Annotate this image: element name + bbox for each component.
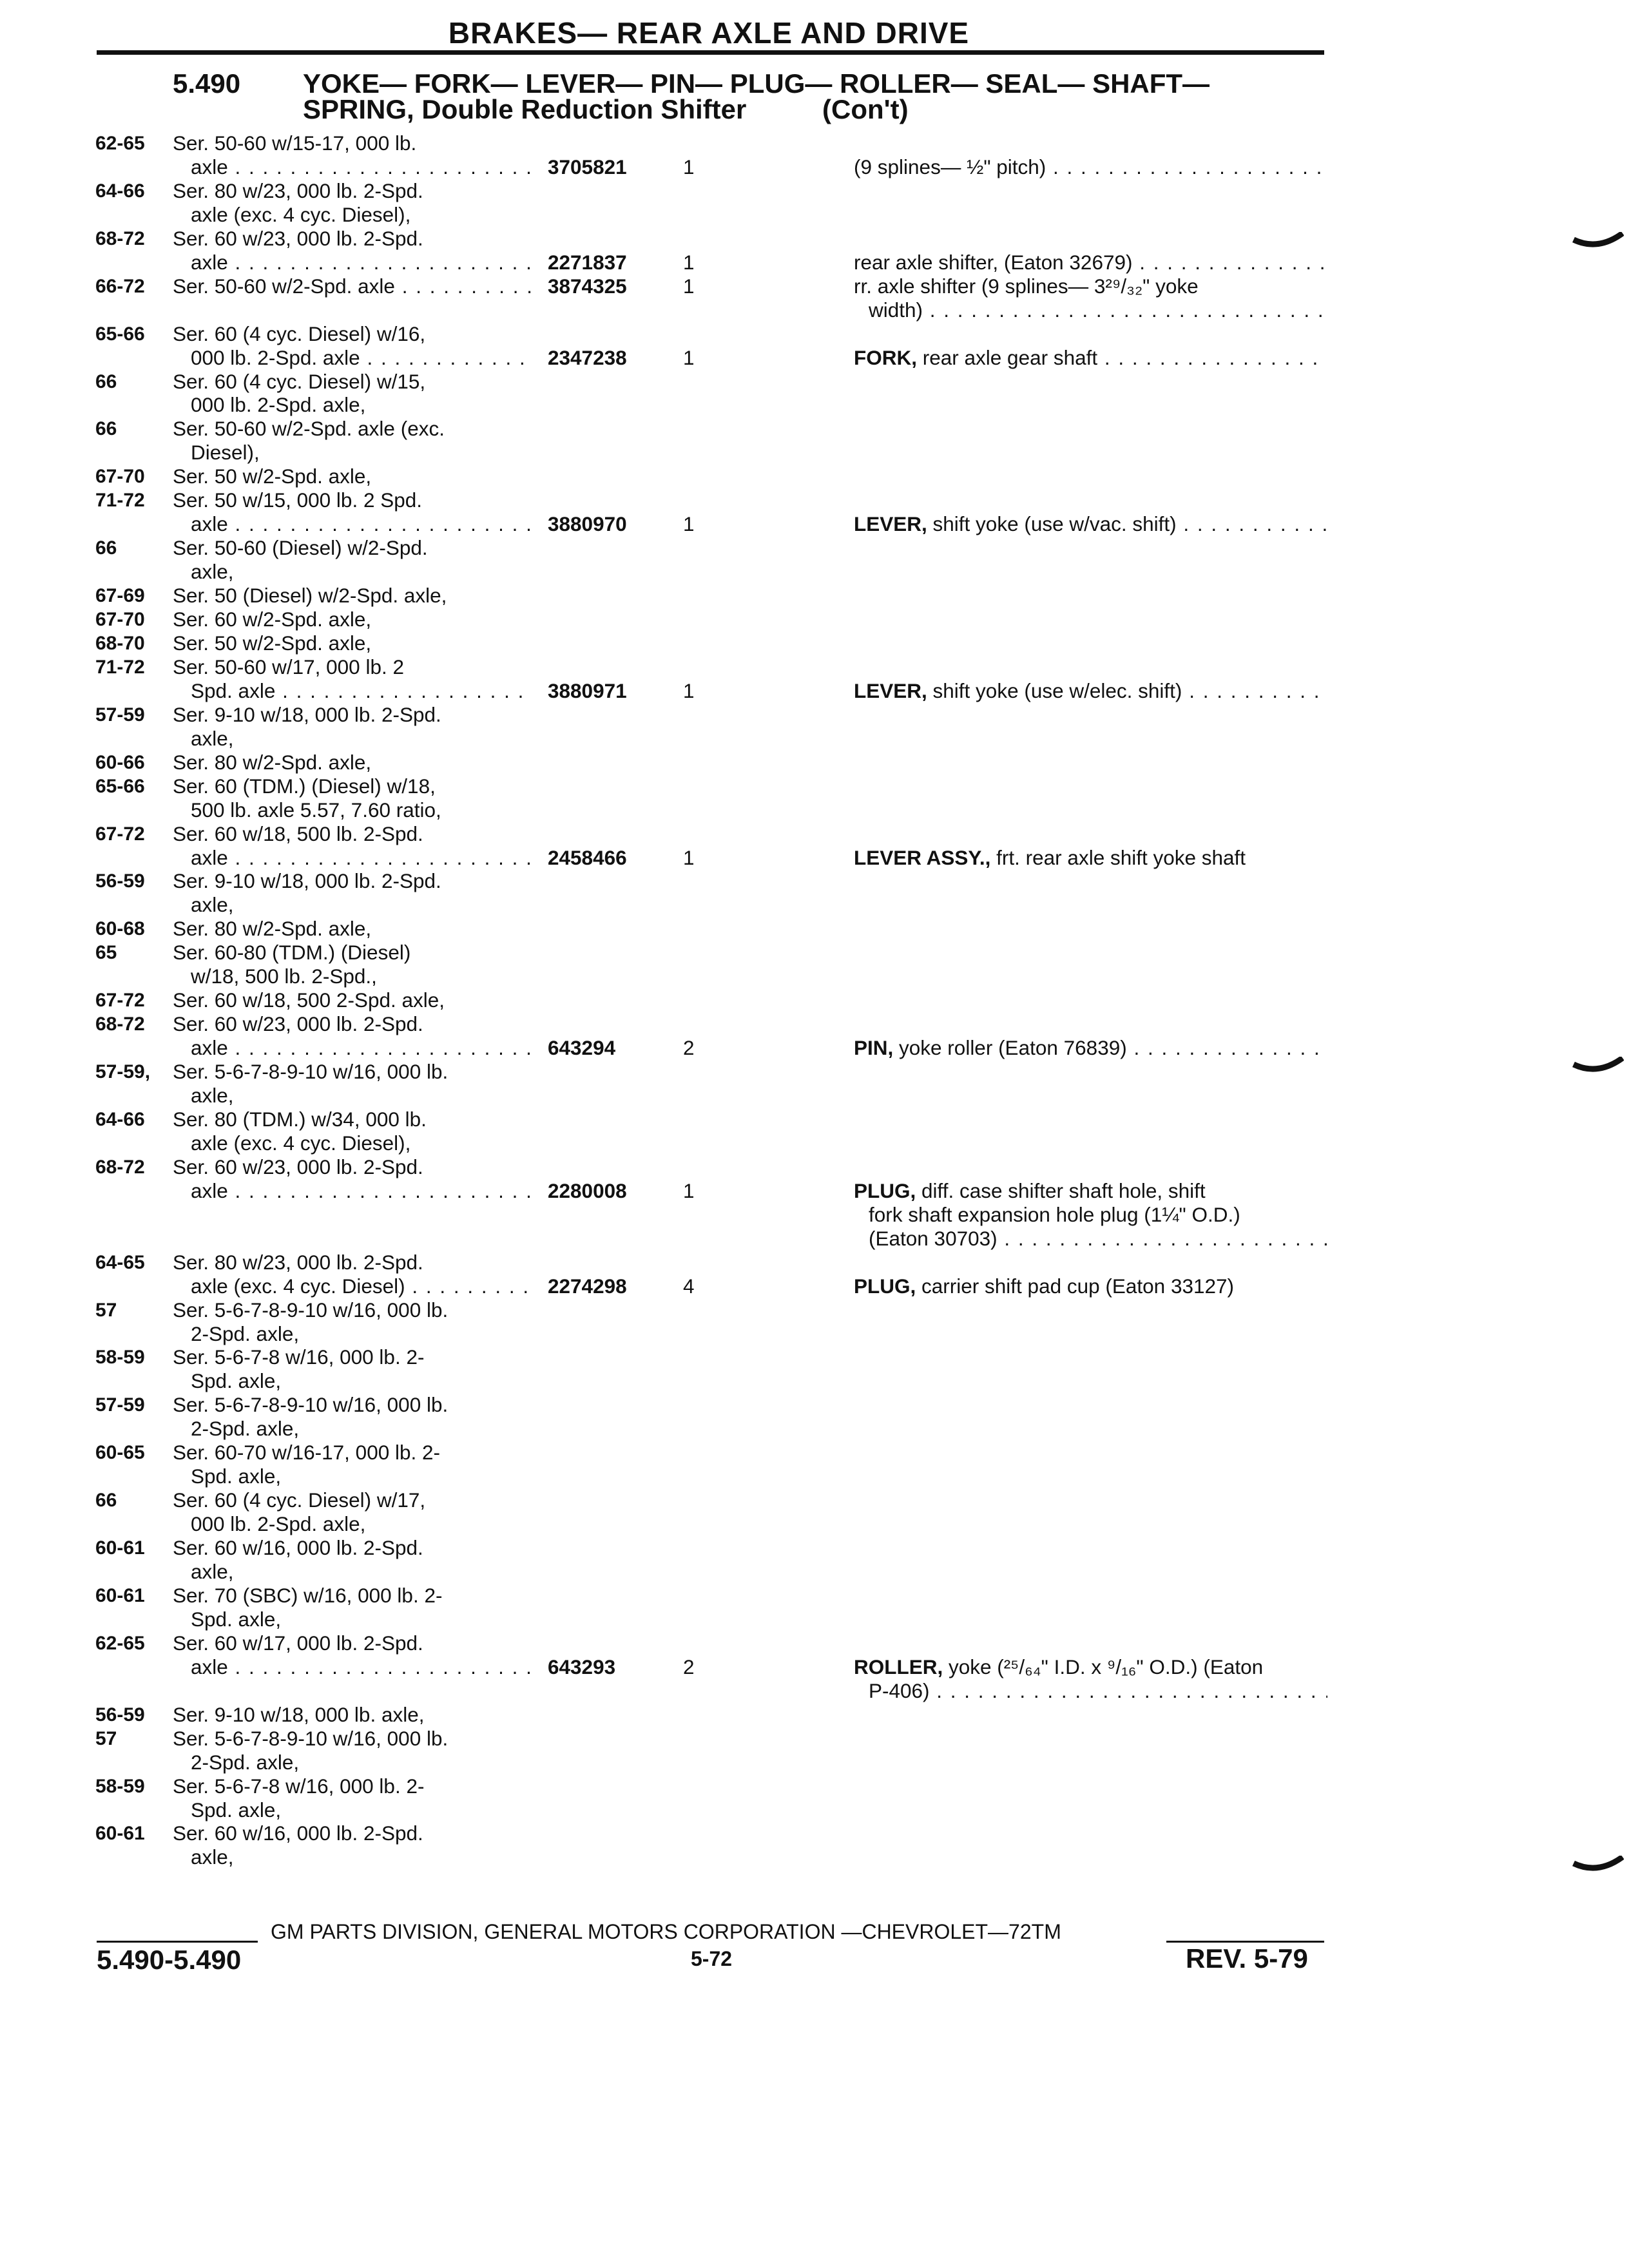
quantity: 1 — [683, 345, 695, 369]
section-title-line2: SPRING, Double Reduction Shifter — [303, 94, 747, 124]
application-description: Spd. axle, — [191, 1465, 282, 1488]
part-number: 3705821 — [548, 155, 627, 178]
quantity: 2 — [683, 1655, 695, 1678]
part-remark — [869, 1227, 1327, 1253]
application-description: axle, — [191, 560, 234, 584]
application-description: Ser. 60 (4 cyc. Diesel) w/17, — [173, 1488, 426, 1512]
model-years: 57-59 — [95, 1394, 145, 1416]
part-number: 3874325 — [548, 274, 627, 298]
model-years: 62-65 — [95, 133, 145, 154]
header-rule — [97, 50, 1324, 55]
application-description: axle, — [191, 893, 234, 917]
application-description: Ser. 60 w/23, 000 lb. 2-Spd. — [173, 1155, 423, 1178]
part-remark — [869, 1203, 1327, 1229]
application-description: Diesel), — [191, 441, 260, 465]
footer-rule-left — [97, 1941, 258, 1943]
application-description: Ser. 60-80 (TDM.) (Diesel) — [173, 941, 411, 965]
part-remark-text: fork shaft expansion hole plug (1¼" O.D.) — [869, 1202, 1240, 1226]
application-description: axle, — [191, 726, 234, 750]
application-description: Ser. 80 w/23, 000 lb. 2-Spd. — [173, 1250, 423, 1274]
part-number: 3880970 — [548, 512, 627, 536]
section-continued-label: (Con't) — [822, 94, 909, 124]
model-years: 65-66 — [95, 775, 145, 797]
model-years: 65 — [95, 942, 117, 964]
application-description: axle . . . — [191, 846, 534, 872]
application-description: Ser. 50-60 w/15-17, 000 lb. — [173, 131, 417, 155]
application-description: axle, — [191, 1560, 234, 1583]
application-description: Ser. 80 w/23, 000 lb. 2-Spd. — [173, 178, 423, 202]
part-remark — [869, 298, 1327, 324]
model-years: 58-59 — [95, 1347, 145, 1369]
part-remark-text: rear axle shifter, (Eaton 32679) — [854, 250, 1133, 274]
application-description: Ser. 60 w/2-Spd. axle, — [173, 608, 372, 631]
footer-publisher: GM PARTS DIVISION, GENERAL MOTORS CORPORATION —CHEVROLET—72TM — [271, 1920, 1061, 1943]
application-description: Ser. 60 w/23, 000 lb. 2-Spd. — [173, 1012, 423, 1036]
model-years: 57 — [95, 1727, 117, 1749]
application-description: Ser. 60-70 w/16-17, 000 lb. 2- — [173, 1441, 441, 1465]
model-years: 66 — [95, 418, 117, 440]
model-years: 64-65 — [95, 1251, 145, 1273]
application-description: Ser. 60 w/17, 000 lb. 2-Spd. — [173, 1631, 423, 1655]
application-description: axle . . . — [191, 512, 534, 538]
part-remark-text: (Eaton 30703) — [869, 1226, 998, 1250]
application-description: Ser. 5-6-7-8-9-10 w/16, 000 lb. — [173, 1060, 448, 1084]
footer-page-number: 5-72 — [691, 1947, 733, 1970]
application-description: Spd. axle, — [191, 1369, 282, 1393]
part-remark — [854, 155, 1327, 181]
model-years: 60-65 — [95, 1442, 145, 1464]
model-years: 67-70 — [95, 609, 145, 630]
model-years: 68-72 — [95, 227, 145, 249]
model-years: 58-59 — [95, 1775, 145, 1797]
part-name: PIN, — [854, 1036, 894, 1060]
application-description: Ser. 9-10 w/18, 000 lb. 2-Spd. — [173, 702, 441, 726]
application-description: Ser. 50-60 (Diesel) w/2-Spd. — [173, 536, 428, 560]
model-years: 66 — [95, 537, 117, 559]
application-description: Ser. 60 w/18, 500 lb. 2-Spd. — [173, 822, 423, 845]
part-number: 643293 — [548, 1655, 616, 1678]
model-years: 67-72 — [95, 990, 145, 1012]
application-description: Spd. axle, — [191, 1798, 282, 1821]
application-description: 500 lb. axle 5.57, 7.60 ratio, — [191, 798, 441, 822]
footer-revision: REV. 5-79 — [1186, 1943, 1308, 1974]
model-years: 60-61 — [95, 1584, 145, 1606]
application-description: Spd. axle . . . — [191, 679, 534, 705]
application-description: Ser. 60 w/16, 000 lb. 2-Spd. — [173, 1821, 423, 1845]
part-name: ROLLER, — [854, 1655, 943, 1678]
model-years: 60-68 — [95, 918, 145, 940]
section-title-line1: YOKE— FORK— LEVER— PIN— PLUG— ROLLER— SEAL— SHAFT— — [303, 68, 1210, 99]
part-remark — [854, 679, 1327, 705]
application-description: Ser. 70 (SBC) w/16, 000 lb. 2- — [173, 1583, 443, 1607]
application-description: Ser. 50-60 w/17, 000 lb. 2 — [173, 655, 404, 678]
application-description: 2-Spd. axle, — [191, 1417, 300, 1441]
part-number: 2347238 — [548, 345, 627, 369]
model-years: 68-72 — [95, 1156, 145, 1178]
part-remark-text: yoke roller (Eaton 76839) — [893, 1036, 1127, 1060]
part-name: PLUG, — [854, 1274, 916, 1298]
quantity: 1 — [683, 512, 695, 536]
model-years: 66-72 — [95, 275, 145, 297]
binding-tick-mark — [1572, 1856, 1624, 1875]
application-description: Ser. 9-10 w/18, 000 lb. 2-Spd. — [173, 869, 441, 893]
application-description: 000 lb. 2-Spd. axle . . . — [191, 346, 534, 372]
model-years: 64-66 — [95, 1108, 145, 1130]
application-description: Ser. 60 (4 cyc. Diesel) w/15, — [173, 369, 426, 393]
quantity: 1 — [683, 250, 695, 274]
quantity: 1 — [683, 1178, 695, 1202]
application-description: Spd. axle, — [191, 1607, 282, 1631]
part-name: LEVER, — [854, 512, 927, 536]
part-remark — [854, 346, 1327, 372]
binding-tick-mark — [1572, 232, 1624, 251]
binding-tick-mark — [1572, 1057, 1624, 1076]
application-description: Ser. 80 w/2-Spd. axle, — [173, 917, 372, 941]
part-remark-text: diff. case shifter shaft hole, shift — [916, 1178, 1206, 1202]
model-years: 66 — [95, 370, 117, 392]
model-years: 67-69 — [95, 585, 145, 607]
part-remark-text: (9 splines— ½" pitch) — [854, 155, 1046, 178]
model-years: 57 — [95, 1299, 117, 1321]
quantity: 2 — [683, 1036, 695, 1060]
application-description: Ser. 60 w/18, 500 2-Spd. axle, — [173, 988, 445, 1012]
part-remark — [854, 846, 1327, 872]
quantity: 1 — [683, 845, 695, 869]
application-description: 2-Spd. axle, — [191, 1321, 300, 1345]
part-name: LEVER ASSY., — [854, 845, 991, 869]
model-years: 71-72 — [95, 490, 145, 512]
part-remark-text: shift yoke (use w/vac. shift) — [927, 512, 1177, 536]
part-remark-text: rear axle gear shaft — [917, 345, 1098, 369]
application-description: Ser. 5-6-7-8 w/16, 000 lb. 2- — [173, 1345, 425, 1369]
application-description: axle . . . — [191, 1179, 534, 1205]
model-years: 57-59, — [95, 1061, 151, 1083]
model-years: 57-59 — [95, 704, 145, 726]
application-description: w/18, 500 lb. 2-Spd., — [191, 965, 377, 988]
model-years: 65-66 — [95, 323, 145, 345]
application-description: axle, — [191, 1845, 234, 1869]
model-years: 71-72 — [95, 656, 145, 678]
section-number: 5.490 — [173, 68, 241, 99]
application-description: Ser. 60 (4 cyc. Diesel) w/16, — [173, 322, 426, 345]
part-number: 643294 — [548, 1036, 616, 1060]
application-description: axle . . . — [191, 155, 534, 181]
model-years: 67-70 — [95, 466, 145, 488]
application-description: Ser. 50 w/2-Spd. axle, — [173, 465, 372, 488]
model-years: 60-61 — [95, 1823, 145, 1845]
part-number: 2274298 — [548, 1274, 627, 1298]
application-description: Ser. 5-6-7-8-9-10 w/16, 000 lb. — [173, 1726, 448, 1750]
application-description: axle (exc. 4 cyc. Diesel), — [191, 202, 411, 226]
application-description: Ser. 5-6-7-8-9-10 w/16, 000 lb. — [173, 1393, 448, 1417]
application-description: Ser. 80 (TDM.) w/34, 000 lb. — [173, 1107, 427, 1131]
part-remark — [854, 251, 1327, 276]
footer-section-range: 5.490-5.490 — [97, 1945, 242, 1975]
part-name: LEVER, — [854, 678, 927, 702]
part-remark-text: yoke (²⁵/₆₄" I.D. x ⁹/₁₆" O.D.) (Eaton — [943, 1655, 1264, 1678]
footer-rule-right — [1166, 1941, 1324, 1943]
part-remark — [854, 1274, 1327, 1300]
model-years: 68-72 — [95, 1014, 145, 1035]
application-description: axle (exc. 4 cyc. Diesel), — [191, 1131, 411, 1155]
part-remark-text: frt. rear axle shift yoke shaft — [990, 845, 1246, 869]
part-remark — [854, 274, 1327, 300]
part-remark — [854, 1036, 1327, 1062]
part-name: FORK, — [854, 345, 917, 369]
application-description: 000 lb. 2-Spd. axle, — [191, 1512, 366, 1536]
application-description: Ser. 5-6-7-8 w/16, 000 lb. 2- — [173, 1774, 425, 1798]
application-description: axle . . . — [191, 1036, 534, 1062]
application-description: Ser. 50-60 w/2-Spd. axle . . . — [173, 274, 534, 300]
application-description: Ser. 80 w/2-Spd. axle, — [173, 750, 372, 774]
part-remark-text: carrier shift pad cup (Eaton 33127) — [916, 1274, 1235, 1298]
application-description: Ser. 50 (Diesel) w/2-Spd. axle, — [173, 584, 447, 608]
page-header-title: BRAKES— REAR AXLE AND DRIVE — [448, 16, 970, 50]
application-description: Ser. 50 w/2-Spd. axle, — [173, 631, 372, 655]
part-remark-text: rr. axle shifter (9 splines— 3²⁹/₃₂" yoke — [854, 274, 1199, 298]
part-number: 3880971 — [548, 678, 627, 702]
application-description: Ser. 5-6-7-8-9-10 w/16, 000 lb. — [173, 1298, 448, 1321]
application-description: Ser. 50 w/15, 000 lb. 2 Spd. — [173, 488, 423, 512]
quantity: 1 — [683, 274, 695, 298]
quantity: 4 — [683, 1274, 695, 1298]
quantity: 1 — [683, 155, 695, 178]
part-remark-text: width) — [869, 298, 923, 322]
model-years: 56-59 — [95, 870, 145, 892]
part-remark — [854, 512, 1327, 538]
application-description: axle, — [191, 1084, 234, 1107]
part-number: 2458466 — [548, 845, 627, 869]
part-remark — [854, 1655, 1327, 1681]
application-description: Ser. 60 w/23, 000 lb. 2-Spd. — [173, 226, 423, 250]
part-number: 2280008 — [548, 1178, 627, 1202]
model-years: 67-72 — [95, 823, 145, 845]
application-description: Ser. 60 (TDM.) (Diesel) w/18, — [173, 774, 436, 798]
part-remark — [869, 1679, 1327, 1705]
model-years: 64-66 — [95, 180, 145, 202]
model-years: 60-66 — [95, 751, 145, 773]
model-years: 66 — [95, 1490, 117, 1512]
model-years: 56-59 — [95, 1704, 145, 1725]
part-remark — [854, 1179, 1327, 1205]
model-years: 62-65 — [95, 1632, 145, 1654]
application-description: axle . . . — [191, 251, 534, 276]
part-remark-text: shift yoke (use w/elec. shift) — [927, 678, 1182, 702]
application-description: 2-Spd. axle, — [191, 1750, 300, 1774]
model-years: 68-70 — [95, 632, 145, 654]
application-description: Ser. 60 w/16, 000 lb. 2-Spd. — [173, 1536, 423, 1560]
part-number: 2271837 — [548, 250, 627, 274]
model-years: 60-61 — [95, 1537, 145, 1559]
application-description: 000 lb. 2-Spd. axle, — [191, 393, 366, 417]
application-description: Ser. 9-10 w/18, 000 lb. axle, — [173, 1702, 425, 1726]
part-remark-text: P-406) — [869, 1678, 930, 1702]
part-name: PLUG, — [854, 1178, 916, 1202]
application-description: axle . . . — [191, 1655, 534, 1681]
application-description: axle (exc. 4 cyc. Diesel) . . . — [191, 1274, 534, 1300]
quantity: 1 — [683, 678, 695, 702]
application-description: Ser. 50-60 w/2-Spd. axle (exc. — [173, 417, 445, 441]
